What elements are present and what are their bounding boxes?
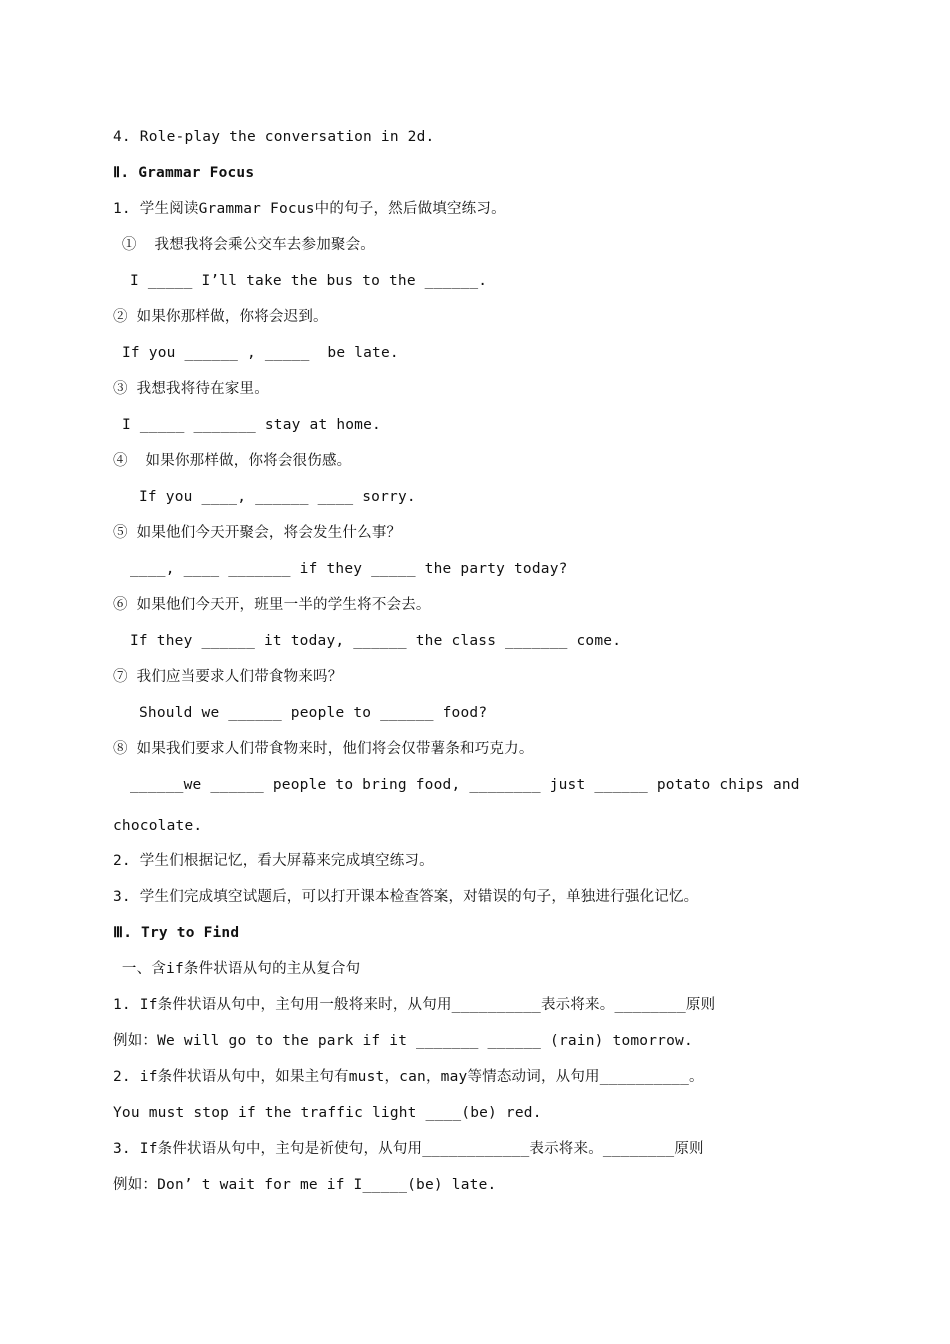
exercise-line: ____, ____ _______ if they _____ the party today? bbox=[130, 561, 568, 577]
exercise-line: If you ______ , _____ be late. bbox=[122, 345, 399, 361]
text-line: 3. If条件状语从句中，主句是祈使句，从句用____________表示将来。________原则 bbox=[113, 1141, 704, 1157]
exercise-line: Should we ______ people to ______ food? bbox=[139, 705, 488, 721]
text-line: 3. 学生们完成填空试题后，可以打开课本检查答案，对错误的句子，单独进行强化记忆。 bbox=[113, 889, 699, 905]
text-line: 例如：We will go to the park if it _______ ______ (rain) tomorrow. bbox=[113, 1033, 693, 1049]
text-line: ⑧ 如果我们要求人们带食物来时，他们将会仅带薯条和巧克力。 bbox=[113, 741, 534, 757]
text-line: 2. if条件状语从句中，如果主句有must，can，may等情态动词，从句用__________。 bbox=[113, 1069, 704, 1085]
text-line: 一、含if条件状语从句的主从复合句 bbox=[113, 961, 361, 977]
text-line: ⑤ 如果他们今天开聚会，将会发生什么事？ bbox=[113, 525, 402, 541]
text-line: 1. If条件状语从句中，主句用一般将来时，从句用__________表示将来。________原则 bbox=[113, 997, 716, 1013]
text-line: You must stop if the traffic light ____(be) red. bbox=[113, 1105, 542, 1121]
exercise-line: I _____ _______ stay at home. bbox=[122, 417, 381, 433]
text-line: ⑦ 我们应当要求人们带食物来吗？ bbox=[113, 669, 343, 685]
text-line: 1. 学生阅读Grammar Focus中的句子，然后做填空练习。 bbox=[113, 201, 506, 217]
text-line: 例如：Don’ t wait for me if I_____(be) late. bbox=[113, 1177, 497, 1193]
exercise-line: If they ______ it today, ______ the class _______ come. bbox=[130, 633, 622, 649]
text-line: ④ 如果你那样做，你将会很伤感。 bbox=[113, 453, 352, 469]
text-line: 4. Role-play the conversation in 2d. bbox=[113, 129, 435, 145]
exercise-line: chocolate. bbox=[113, 818, 203, 834]
exercise-line: If you ____, ______ ____ sorry. bbox=[139, 489, 416, 505]
exercise-line: ______we ______ people to bring food, ________ just ______ potato chips and bbox=[130, 777, 800, 793]
text-line: 2. 学生们根据记忆，看大屏幕来完成填空练习。 bbox=[113, 853, 434, 869]
exercise-line: I _____ I’ll take the bus to the ______. bbox=[130, 273, 488, 289]
section-heading: Ⅱ. Grammar Focus bbox=[113, 165, 255, 181]
text-line: ⑥ 如果他们今天开，班里一半的学生将不会去。 bbox=[113, 597, 431, 613]
text-line: ③ 我想我将待在家里。 bbox=[113, 381, 269, 397]
text-line: ① 我想我将会乘公交车去参加聚会。 bbox=[113, 237, 375, 253]
section-heading: Ⅲ. Try to Find bbox=[113, 925, 240, 941]
text-line: ② 如果你那样做，你将会迟到。 bbox=[113, 309, 328, 325]
